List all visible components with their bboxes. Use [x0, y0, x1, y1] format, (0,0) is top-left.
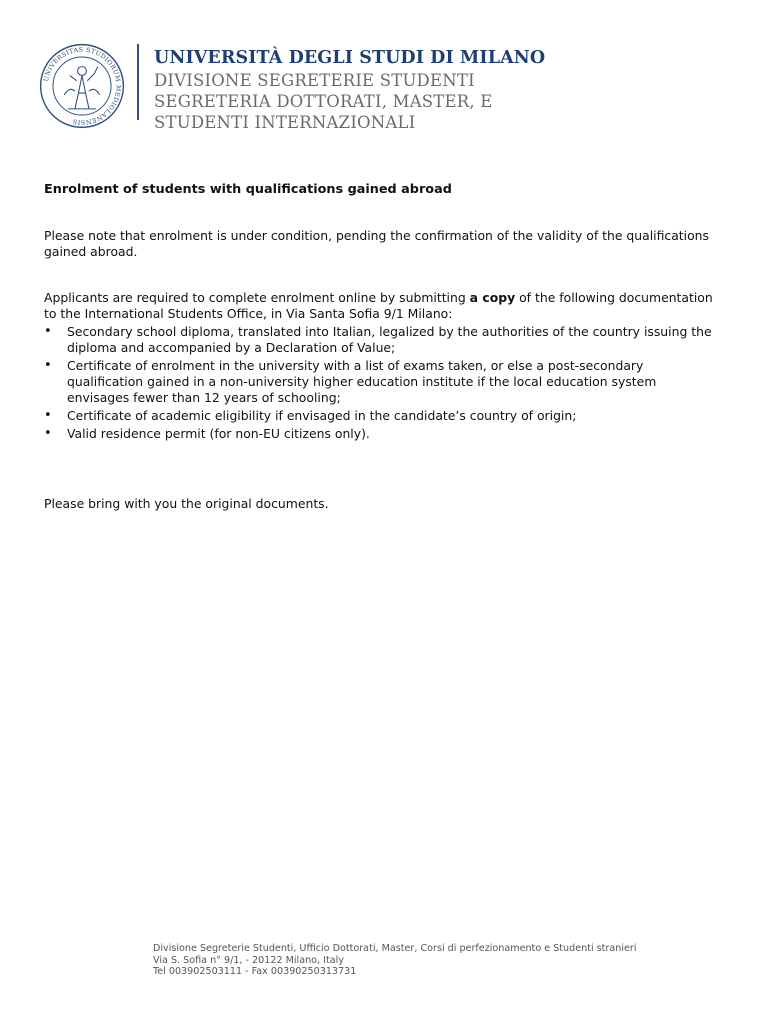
- header-divider: [137, 44, 139, 120]
- division-line-2: SEGRETERIA DOTTORATI, MASTER, E: [154, 92, 493, 111]
- list-item: • Secondary school diploma, translated into Italian, legalized by the authorities of the country issuing the diploma and accompanied by a Declaration of Value;: [44, 324, 716, 356]
- required-documents-list: [44, 324, 716, 442]
- intro-bold-copy: a copy: [469, 290, 516, 305]
- footer-address: Via S. Sofia n° 9/1, - 20122 Milano, Italy: [153, 954, 344, 966]
- closing-note: Please bring with you the original documents.: [44, 496, 329, 511]
- university-name: UNIVERSITÀ DEGLI STUDI DI MILANO: [154, 48, 546, 68]
- list-item: • Certificate of academic eligibility if envisaged in the candidate’s country of origin;: [44, 408, 716, 424]
- condition-note: Please note that enrolment is under condition, pending the confirmation of the validity of the qualifications gained abroad.: [44, 228, 709, 259]
- intro-text-end: of the following documentation to the International Students Office, in Via Santa Sofia 9/1 Milano:: [44, 290, 713, 321]
- university-seal-logo: [38, 42, 126, 130]
- list-item: • Valid residence permit (for non-EU citizens only).: [44, 426, 716, 442]
- division-line-3: STUDENTI INTERNAZIONALI: [154, 113, 416, 132]
- document-title: Enrolment of students with qualifications gained abroad: [44, 182, 452, 197]
- footer: [153, 943, 637, 978]
- document-body: [44, 182, 716, 512]
- intro-text-start: Applicants are required to complete enrolment online by submitting: [44, 290, 470, 305]
- letterhead: [38, 40, 546, 132]
- list-item: • Certificate of enrolment in the university with a list of exams taken, or else a post-secondary qualification gained in a non-university higher education institute if the local education system envisages fewer than 12 years of schooling;: [44, 358, 716, 406]
- intro-paragraph: [44, 290, 716, 322]
- svg-text:UNIVERSITAS STUDIORUM MEDIOLAN: UNIVERSITAS STUDIORUM MEDIOLANENSIS: [42, 46, 122, 126]
- footer-phone-fax: Tel 003902503111 - Fax 00390250313731: [153, 966, 357, 978]
- footer-office: Divisione Segreterie Studenti, Ufficio Dottorati, Master, Corsi di perfezionamento e Studenti stranieri: [153, 943, 637, 954]
- division-line-1: DIVISIONE SEGRETERIE STUDENTI: [154, 71, 475, 90]
